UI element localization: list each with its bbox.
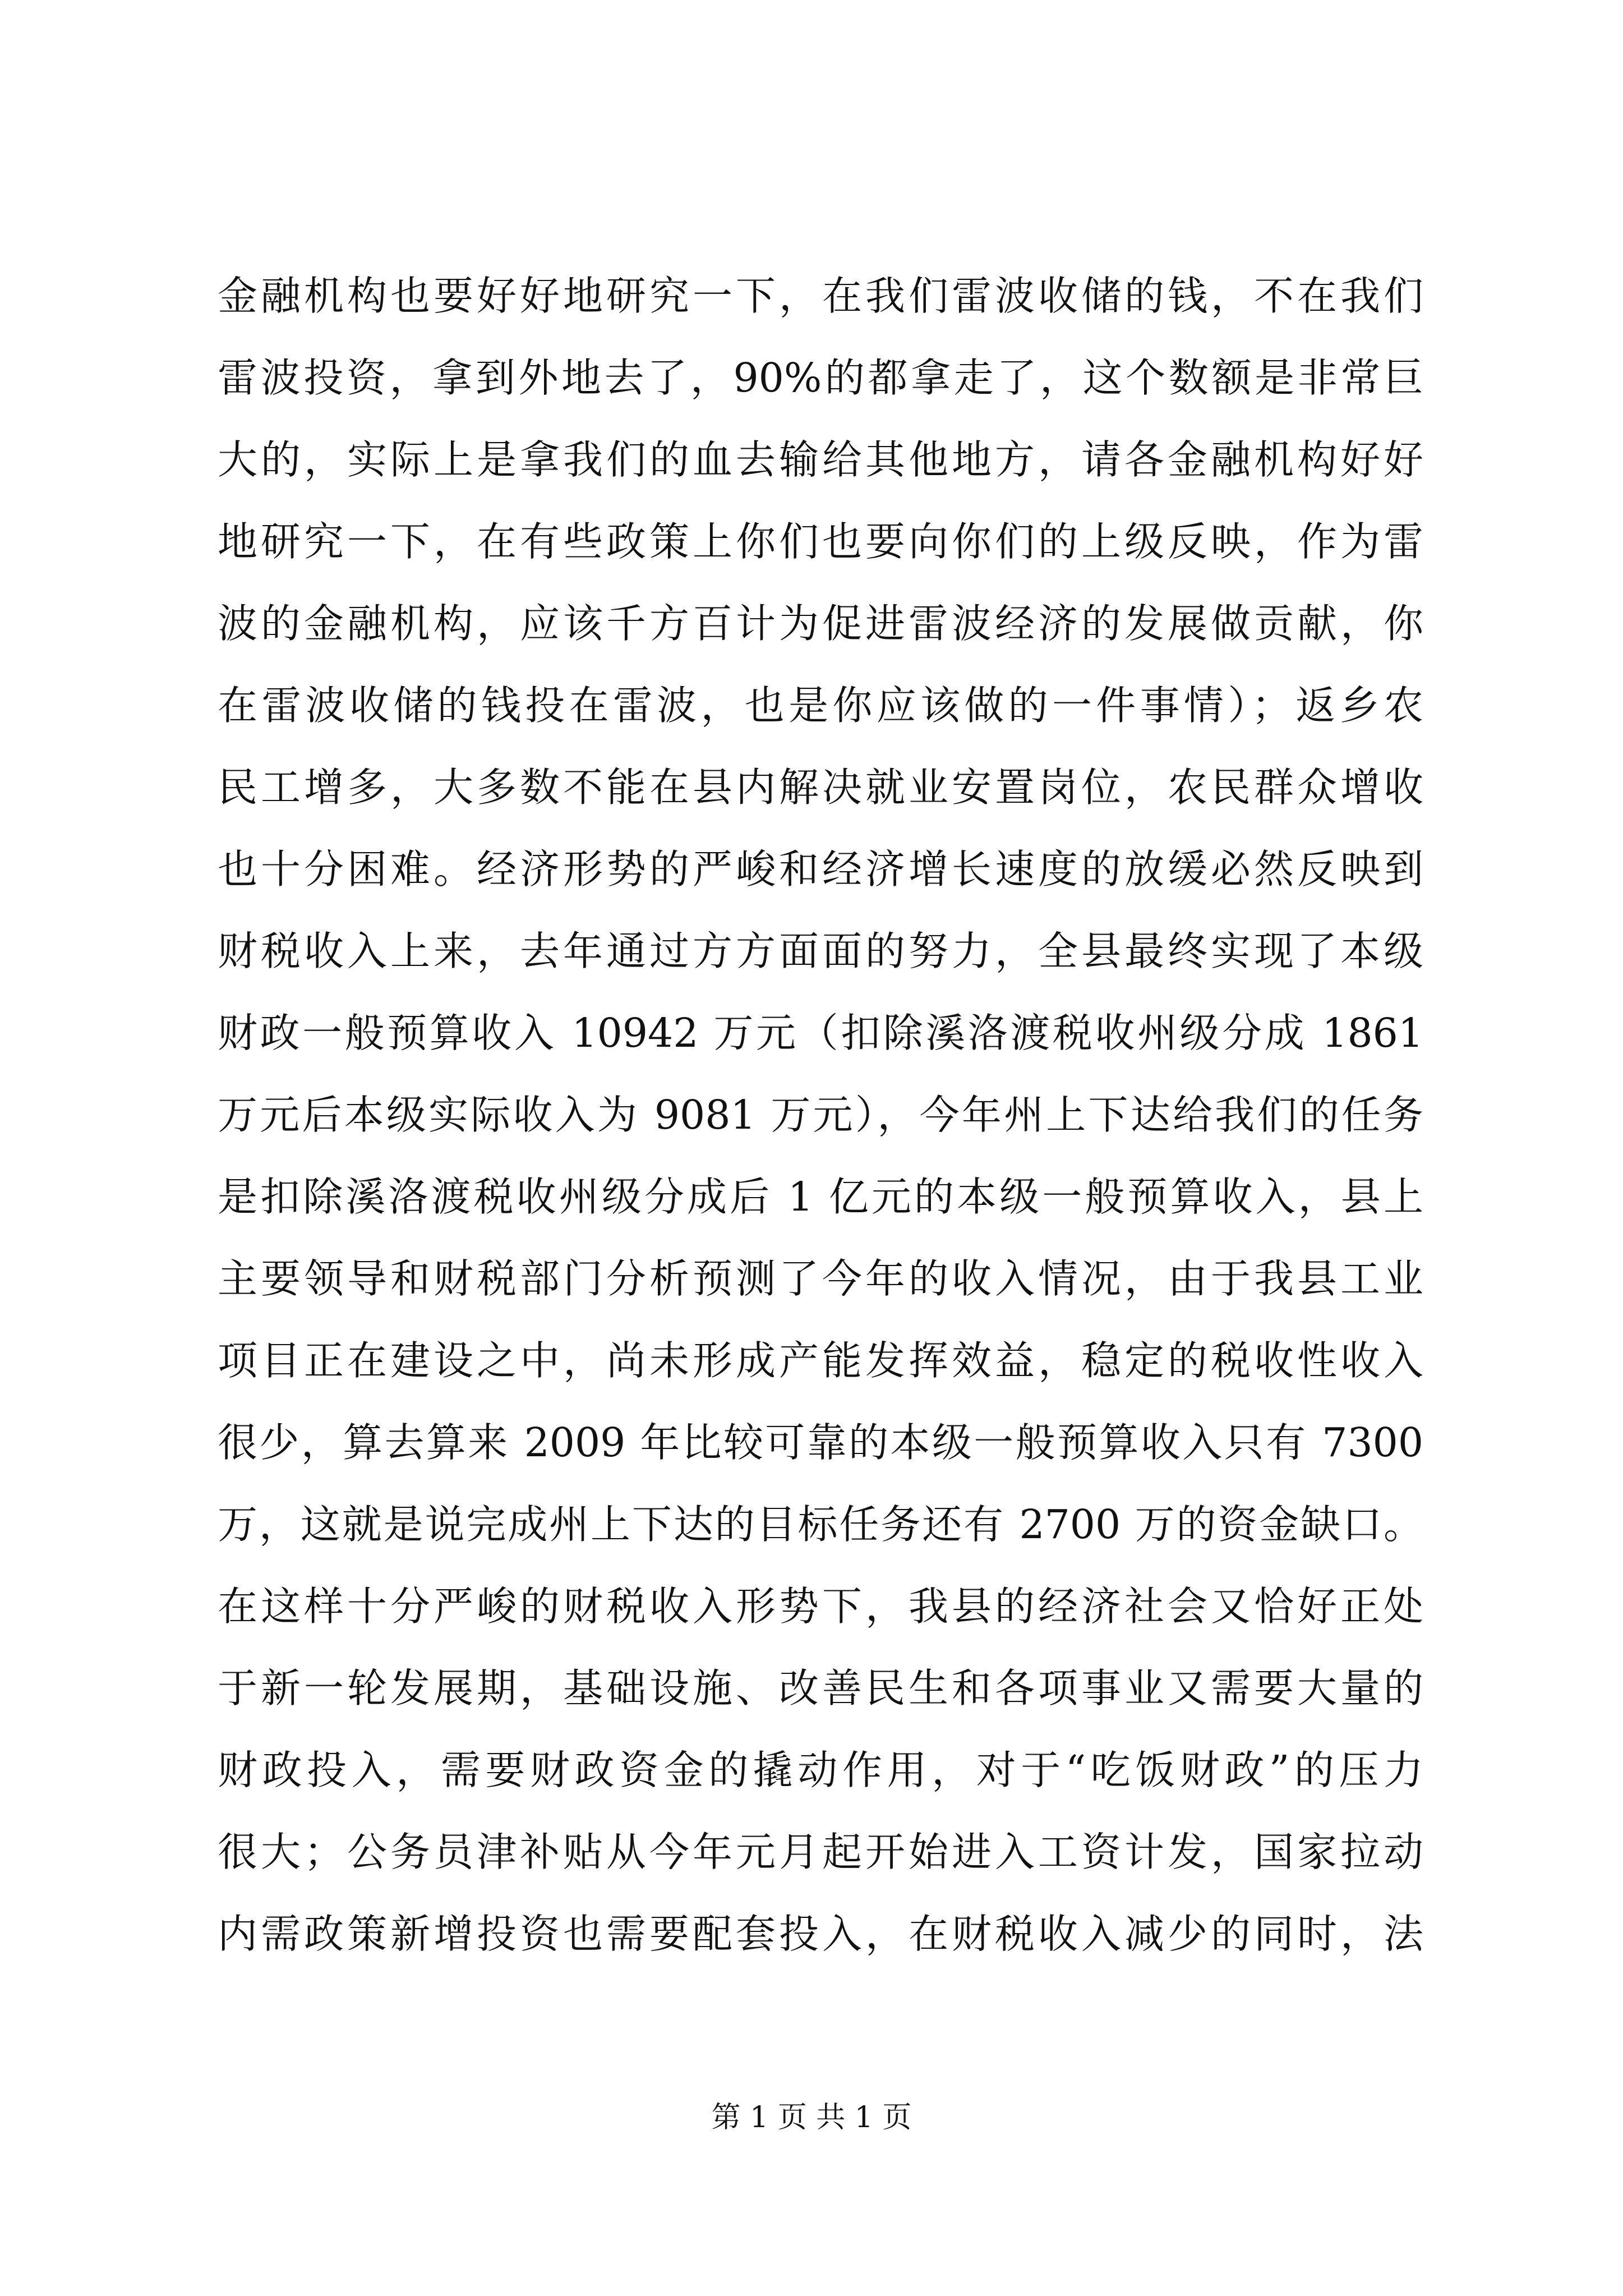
text-line: 很少，算去算来 2009 年比较可靠的本级一般预算收入只有 7300 — [218, 1419, 1423, 1466]
text-line: 雷波投资，拿到外地去了，90%的都拿走了，这个数额是非常巨 — [218, 355, 1423, 401]
text-line: 也十分困难。经济形势的严峻和经济增长速度的放缓必然反映到 — [218, 846, 1423, 892]
text-line: 金融机构也要好好地研究一下，在我们雷波收储的钱，不在我们 — [218, 273, 1423, 319]
text-line: 财税收入上来，去年通过方方面面的努力，全县最终实现了本级 — [218, 928, 1423, 974]
text-line: 财政投入，需要财政资金的撬动作用，对于“吃饭财政”的压力 — [218, 1747, 1423, 1793]
text-line: 万元后本级实际收入为 9081 万元），今年州上下达给我们的任务 — [218, 1092, 1423, 1138]
text-line: 波的金融机构，应该千方百计为促进雷波经济的发展做贡献，你 — [218, 600, 1423, 647]
text-line: 是扣除溪洛渡税收州级分成后 1 亿元的本级一般预算收入，县上 — [218, 1174, 1423, 1220]
text-line: 在雷波收储的钱投在雷波，也是你应该做的一件事情）；返乡农 — [218, 682, 1423, 729]
text-line: 很大；公务员津补贴从今年元月起开始进入工资计发，国家拉动 — [218, 1829, 1423, 1875]
text-line: 财政一般预算收入 10942 万元（扣除溪洛渡税收州级分成 1861 — [218, 1010, 1423, 1056]
text-line: 民工增多，大多数不能在县内解决就业安置岗位，农民群众增收 — [218, 764, 1423, 811]
text-line: 万，这就是说完成州上下达的目标任务还有 2700 万的资金缺口。 — [218, 1501, 1423, 1548]
text-line: 大的，实际上是拿我们的血去输给其他地方，请各金融机构好好 — [218, 436, 1423, 483]
document-body — [218, 255, 1423, 1975]
page-number-footer: 第 1 页 共 1 页 — [711, 2101, 912, 2134]
text-line: 主要领导和财税部门分析预测了今年的收入情况，由于我县工业 — [218, 1255, 1423, 1302]
text-line: 项目正在建设之中，尚未形成产能发挥效益，稳定的税收性收入 — [218, 1337, 1423, 1384]
text-line: 内需政策新增投资也需要配套投入，在财税收入减少的同时，法 — [218, 1911, 1423, 1957]
text-line: 于新一轮发展期，基础设施、改善民生和各项事业又需要大量的 — [218, 1665, 1423, 1711]
text-line: 地研究一下，在有些政策上你们也要向你们的上级反映，作为雷 — [218, 518, 1423, 565]
text-line: 在这样十分严峻的财税收入形势下，我县的经济社会又恰好正处 — [218, 1583, 1423, 1630]
